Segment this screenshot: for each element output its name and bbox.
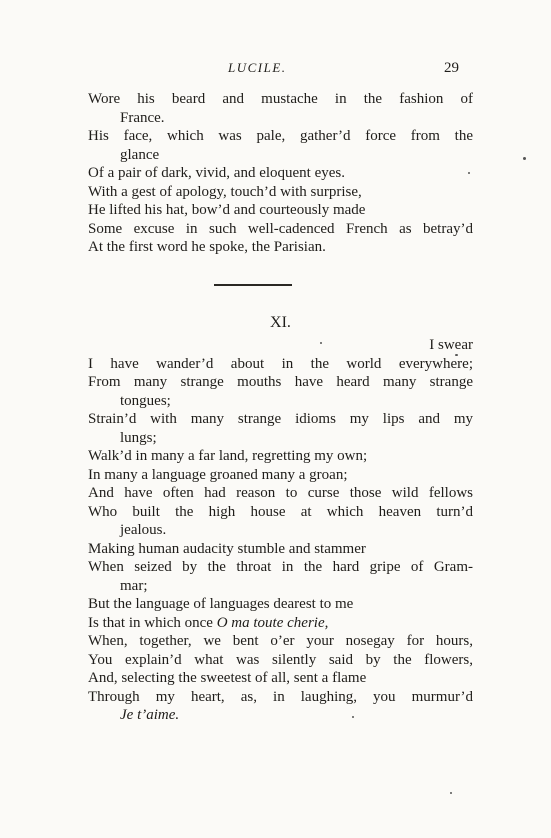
- section-number: XI.: [270, 314, 291, 331]
- verse-line: Of a pair of dark, vivid, and eloquent eyes.: [88, 165, 345, 181]
- verse-text: Is that in which once: [88, 614, 217, 631]
- verse-line: When seized by the throat in the hard gripe of Gram-: [88, 559, 473, 575]
- paper-speck: [455, 354, 458, 356]
- verse-line: Making human audacity stumble and stammer: [88, 540, 366, 557]
- verse-line-continuation: tongues;: [120, 392, 171, 409]
- page-number: 29: [444, 60, 459, 76]
- verse-line: Strain’d with many strange idioms my lips and my: [88, 411, 473, 427]
- running-head: [0, 60, 551, 80]
- verse-line: His face, which was pale, gather’d force from the: [88, 128, 473, 144]
- section-divider-rule: [214, 284, 292, 286]
- paper-speck: [450, 792, 452, 794]
- paper-speck: [320, 342, 322, 344]
- verse-line: But the language of languages dearest to me: [88, 596, 354, 612]
- verse-line: Some excuse in such well-cadenced French as betray’d: [88, 220, 473, 237]
- paper-speck: [352, 716, 354, 718]
- verse-line: Through my heart, as, in laughing, you murmur’d: [88, 688, 473, 705]
- paper-speck: [468, 172, 470, 174]
- verse-line-continuation: jealous.: [120, 522, 167, 538]
- verse-line-half: I swear: [429, 337, 473, 353]
- stanza-x-ending: [88, 90, 473, 257]
- verse-line-continuation: glance: [120, 146, 160, 163]
- italic-verse-line: Je t’aime.: [120, 707, 180, 723]
- verse-line: And have often had reason to curse those wild fellows: [88, 485, 473, 501]
- verse-line-continuation: lungs;: [120, 429, 157, 446]
- verse-line: I have wander’d about in the world everywhere;: [88, 355, 473, 372]
- verse-line: You explain’d what was silently said by the flowers,: [88, 651, 473, 668]
- verse-line-continuation: France.: [120, 109, 165, 126]
- verse-line: With a gest of apology, touch’d with surprise,: [88, 183, 362, 200]
- verse-line: Walk’d in many a far land, regretting my own;: [88, 448, 368, 464]
- verse-line: At the first word he spoke, the Parisian.: [88, 239, 326, 255]
- stanza-xi: [88, 336, 473, 725]
- verse-line: And, selecting the sweetest of all, sent a flame: [88, 670, 367, 686]
- verse-line: From many strange mouths have heard many strange: [88, 374, 473, 390]
- verse-line-continuation: mar;: [120, 577, 148, 594]
- verse-line: He lifted his hat, bow’d and courteously made: [88, 202, 366, 218]
- paper-speck: [523, 157, 526, 160]
- running-title: LUCILE.: [228, 60, 287, 75]
- verse-line: Wore his beard and mustache in the fashion of: [88, 91, 473, 107]
- verse-line: When, together, we bent o’er your nosegay for hours,: [88, 633, 473, 649]
- italic-phrase: O ma toute cherie,: [216, 614, 329, 631]
- verse-line-with-italic: [88, 614, 473, 633]
- verse-line: Who built the high house at which heaven turn’d: [88, 503, 473, 520]
- verse-line: In many a language groaned many a groan;: [88, 466, 348, 483]
